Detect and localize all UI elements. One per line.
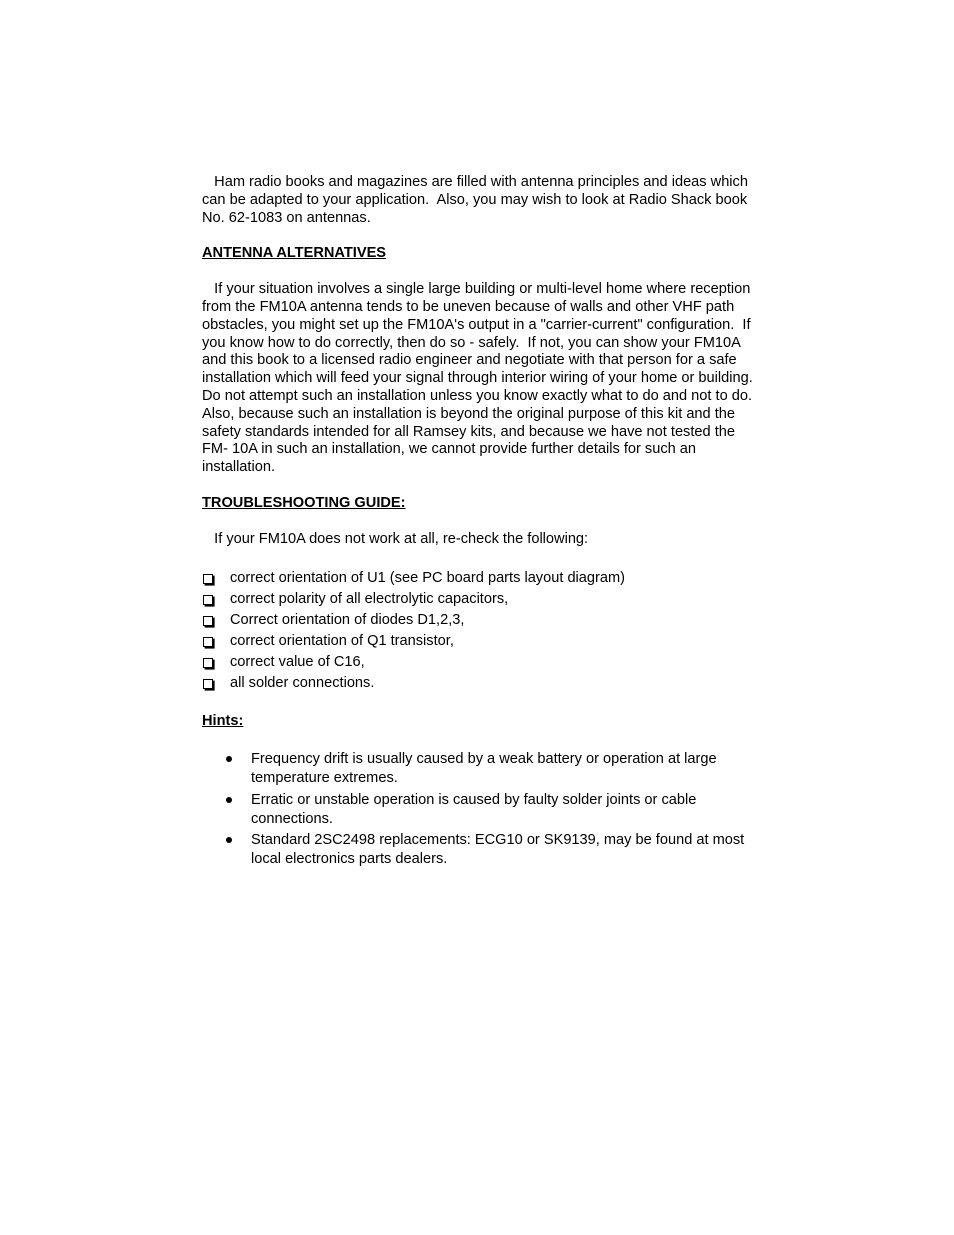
- checkbox-icon: [202, 635, 230, 649]
- checklist-item-text: Correct orientation of diodes D1,2,3,: [230, 612, 465, 629]
- checklist-item-text: correct orientation of Q1 transistor,: [230, 633, 454, 650]
- antenna-alternatives-heading: ANTENNA ALTERNATIVES: [202, 245, 387, 262]
- bullet-icon: [202, 831, 251, 850]
- checkbox-icon: [202, 656, 230, 670]
- troubleshooting-heading: TROUBLESHOOTING GUIDE:: [202, 494, 406, 511]
- hints-heading: Hints:: [202, 712, 244, 729]
- bullet-icon: [202, 791, 251, 810]
- intro-paragraph: Ham radio books and magazines are filled with antenna principles and ideas which can be adapted to your application. Also, you may wish to look at Radio Shack book No. 62-1083 on antennas.: [202, 174, 753, 226]
- checklist-item: [202, 611, 754, 632]
- hints-list: [202, 750, 754, 869]
- checklist-item: [202, 632, 754, 653]
- troubleshooting-intro: If your FM10A does not work at all, re-check the following:: [202, 530, 589, 547]
- hint-item-text: Frequency drift is usually caused by a weak battery or operation at large temperature extremes.: [251, 751, 717, 787]
- hint-item: [202, 831, 754, 869]
- hint-item: [202, 750, 754, 788]
- troubleshooting-checklist: [202, 569, 754, 695]
- checklist-item: [202, 590, 754, 611]
- hint-item: [202, 791, 754, 829]
- checkbox-icon: [202, 572, 230, 586]
- checklist-item: [202, 653, 754, 674]
- bullet-icon: [202, 750, 251, 769]
- checklist-item-text: correct orientation of U1 (see PC board parts layout diagram): [230, 570, 626, 587]
- checklist-item-text: all solder connections.: [230, 675, 375, 692]
- checklist-item: [202, 569, 754, 590]
- hint-item-text: Erratic or unstable operation is caused by faulty solder joints or cable connections.: [251, 791, 697, 827]
- checkbox-icon: [202, 593, 230, 607]
- checklist-item: [202, 674, 754, 695]
- hint-item-text: Standard 2SC2498 replacements: ECG10 or SK9139, may be found at most local electronics parts dealers.: [251, 832, 745, 868]
- checkbox-icon: [202, 614, 230, 628]
- document-page: [202, 174, 761, 872]
- checklist-item-text: correct value of C16,: [230, 654, 365, 671]
- checklist-item-text: correct polarity of all electrolytic capacitors,: [230, 591, 509, 608]
- checkbox-icon: [202, 677, 230, 691]
- antenna-alternatives-paragraph: If your situation involves a single large building or multi-level home where reception from the FM10A antenna tends to be uneven because of walls and other VHF path obstacles, you might set up the FM10A's output in a "carrier-current" configuration. If you know how to do correctly, then do so - safely. If not, you can show your FM10A and this book to a licensed radio engineer and negotiate with that person for a safe installation which will feed your signal through interior wiring of your home or building. Do not attempt such an installation unless you know exactly what to do and not to do. Also, because such an installation is beyond the original purpose of this kit and the safety standards intended for all Ramsey kits, and because we have not tested the FM- 10A in such an installation, we cannot provide further details for such an installation.: [202, 281, 761, 476]
